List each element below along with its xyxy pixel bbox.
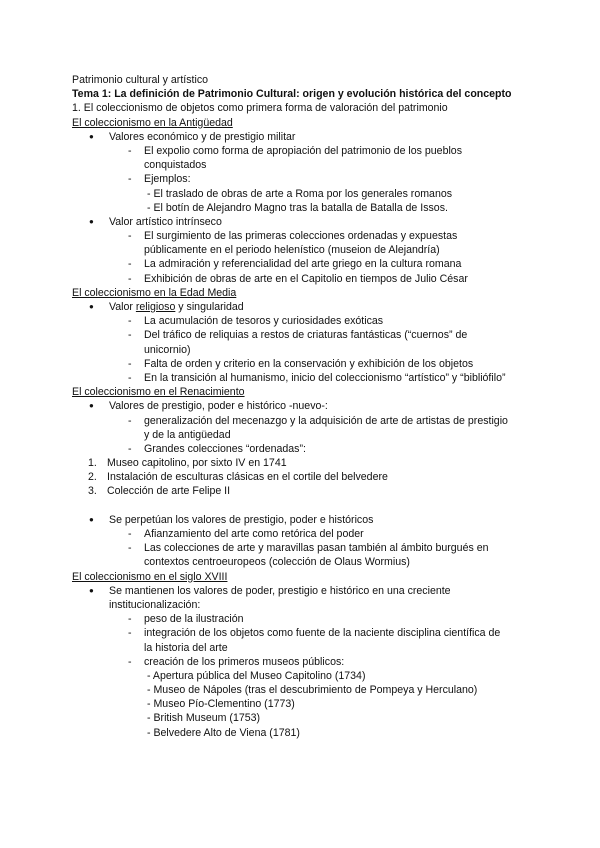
bullet-item <box>72 399 532 413</box>
dash-text: La acumulación de tesoros y curiosidades exóticas <box>144 315 384 328</box>
bullet-text: Se perpetúan los valores de prestigio, poder e históricos <box>109 513 374 526</box>
dash-item <box>72 357 532 371</box>
dash-text: Falta de orden y criterio en la conservación y exhibición de los objetos <box>144 357 474 370</box>
dash-text: integración de los objetos como fuente de la naciente disciplina científica de <box>144 627 501 640</box>
dash-item <box>72 612 532 626</box>
bullet-item <box>72 215 532 229</box>
bullet-continuation: institucionalización: <box>109 598 201 611</box>
dash-marker: - <box>128 613 132 626</box>
example-item: - El botín de Alejandro Magno tras la batalla de Batalla de Issos. <box>147 201 448 214</box>
dash-text: Grandes colecciones “ordenadas”: <box>144 442 306 455</box>
dash-item <box>72 442 532 456</box>
numbered-text: Museo capitolino, por sixto IV en 1741 <box>107 457 287 470</box>
dash-continuation: conquistados <box>144 159 207 172</box>
blank-line <box>72 499 532 513</box>
museum-item: - Apertura pública del Museo Capitolino (1734) <box>147 669 366 682</box>
bullet-item <box>72 300 532 314</box>
numbered-text: Colección de arte Felipe II <box>107 485 231 498</box>
doc-title: Tema 1: La definición de Patrimonio Cultural: origen y evolución histórica del concepto <box>72 88 512 101</box>
dash-marker: - <box>128 258 132 271</box>
bullet-text: Se mantienen los valores de poder, prestigio e histórico en una creciente <box>109 584 451 597</box>
religioso-link[interactable]: religioso <box>135 301 176 314</box>
numbered-text: Instalación de esculturas clásicas en el cortile del belvedere <box>107 471 388 484</box>
museum-item: - British Museum (1753) <box>147 712 261 725</box>
bullet-item <box>72 584 532 598</box>
dash-continuation: públicamente en el periodo helenístico (museion de Alejandría) <box>144 244 440 257</box>
dash-marker: - <box>128 144 132 157</box>
dash-text: Las colecciones de arte y maravillas pasan también al ámbito burgués en <box>144 542 489 555</box>
dash-text: Afianzamiento del arte como retórica del poder <box>144 528 364 541</box>
dash-text: generalización del mecenazgo y la adquisición de arte de artistas de prestigio <box>144 414 508 427</box>
dash-item <box>72 172 532 186</box>
dash-marker: - <box>128 272 132 285</box>
dash-marker: - <box>128 329 132 342</box>
dash-text: Del tráfico de reliquias a restos de criaturas fantásticas (“cuernos” de <box>144 329 468 342</box>
dash-continuation: contextos centroeuropeos (colección de Olaus Wormius) <box>144 556 410 569</box>
dash-item <box>72 414 532 428</box>
dash-text: La admiración y referencialidad del arte griego en la cultura romana <box>144 258 462 271</box>
dash-text: creación de los primeros museos públicos: <box>144 655 345 668</box>
dash-item <box>72 527 532 541</box>
bullet-item <box>72 130 532 144</box>
intro-line: 1. El coleccionismo de objetos como primera forma de valoración del patrimonio <box>72 102 448 115</box>
museum-item: - Belvedere Alto de Viena (1781) <box>147 726 300 739</box>
bullet-text-post: y singularidad <box>175 301 244 314</box>
dash-item <box>72 626 532 640</box>
bullet-text: Valores económico y de prestigio militar <box>109 130 296 143</box>
dash-item <box>72 229 532 243</box>
section-heading-antiguedad: El coleccionismo en la Antigüedad <box>72 116 233 129</box>
number-marker: 2. <box>88 471 97 484</box>
section-heading-renacimiento: El coleccionismo en el Renacimiento <box>72 386 245 399</box>
number-marker: 1. <box>88 457 97 470</box>
dash-marker: - <box>128 357 132 370</box>
dash-marker: - <box>128 655 132 668</box>
dash-item <box>72 144 532 158</box>
dash-item <box>72 328 532 342</box>
dash-marker: - <box>128 627 132 640</box>
numbered-item <box>72 456 532 470</box>
dash-item <box>72 314 532 328</box>
dash-continuation: unicornio) <box>144 343 191 356</box>
dash-marker: - <box>128 528 132 541</box>
bullet-text: Valores de prestigio, poder e histórico -nuevo-: <box>109 400 328 413</box>
dash-marker: - <box>128 315 132 328</box>
dash-item <box>72 257 532 271</box>
dash-item <box>72 272 532 286</box>
document-page <box>72 73 532 740</box>
bullet-text: Valor artístico intrínseco <box>109 215 222 228</box>
dash-marker: - <box>128 414 132 427</box>
dash-item <box>72 655 532 669</box>
dash-text: En la transición al humanismo, inicio del coleccionismo “artístico” y “bibliófilo” <box>144 371 506 384</box>
dash-text: Ejemplos: <box>144 173 191 186</box>
doc-header: Patrimonio cultural y artístico <box>72 74 209 86</box>
dash-text: peso de la ilustración <box>144 613 244 626</box>
numbered-item <box>72 470 532 484</box>
dash-item <box>72 371 532 385</box>
dash-item <box>72 541 532 555</box>
section-heading-edad-media: El coleccionismo en la Edad Media <box>72 286 237 299</box>
museum-item: - Museo de Nápoles (tras el descubrimiento de Pompeya y Herculano) <box>147 684 478 697</box>
dash-marker: - <box>128 442 132 455</box>
dash-continuation: y de la antigüedad <box>144 428 231 441</box>
dash-continuation: la historia del arte <box>144 641 228 654</box>
dash-marker: - <box>128 230 132 243</box>
dash-marker: - <box>128 173 132 186</box>
section-heading-siglo-xviii: El coleccionismo en el siglo XVIII <box>72 570 228 583</box>
dash-text: Exhibición de obras de arte en el Capitolio en tiempos de Julio César <box>144 272 468 285</box>
dash-marker: - <box>128 542 132 555</box>
numbered-item <box>72 484 532 498</box>
number-marker: 3. <box>88 485 97 498</box>
example-item: - El traslado de obras de arte a Roma por los generales romanos <box>147 187 453 200</box>
museum-item: - Museo Pío-Clementino (1773) <box>147 698 295 711</box>
bullet-text-pre: Valor <box>109 301 136 314</box>
bullet-item <box>72 513 532 527</box>
dash-text: El expolio como forma de apropiación del patrimonio de los pueblos <box>144 144 462 157</box>
dash-marker: - <box>128 371 132 384</box>
bullet-text <box>109 301 244 313</box>
dash-text: El surgimiento de las primeras colecciones ordenadas y expuestas <box>144 230 458 243</box>
